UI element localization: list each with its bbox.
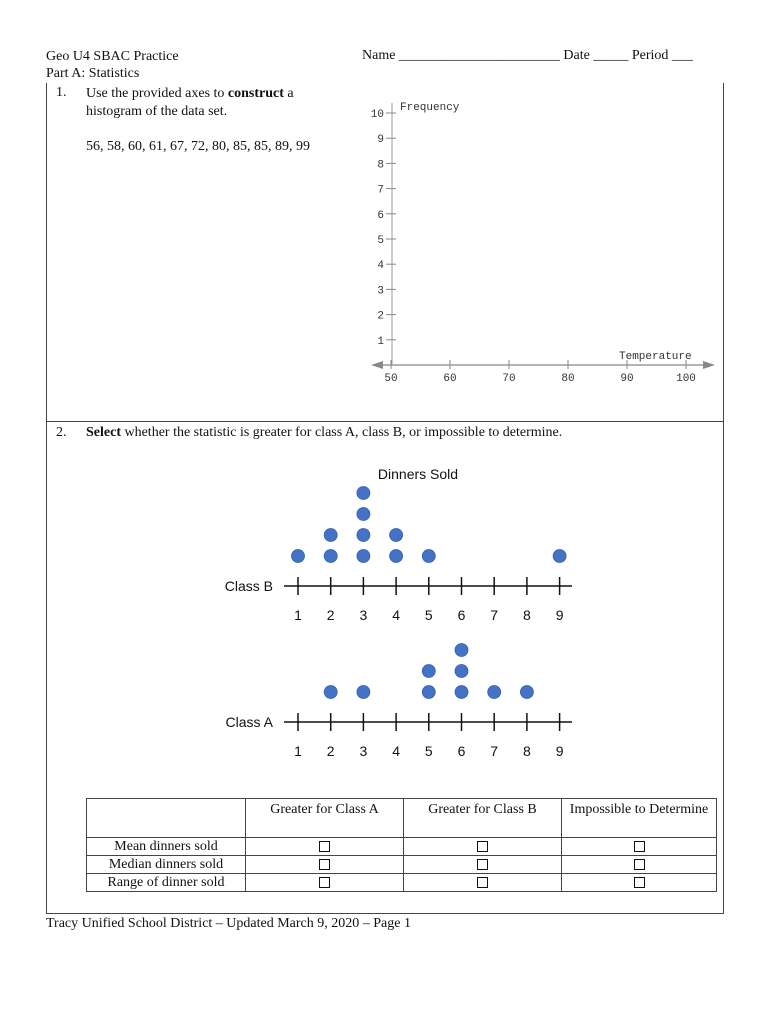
header-greater-class-b: Greater for Class B [404,799,562,838]
y-tick-label: 10 [370,109,384,121]
tick-label: 6 [457,743,466,759]
data-dot [357,529,370,542]
instruction-bold: construct [227,86,284,101]
data-dot [357,487,370,500]
checkbox-mean-class-b[interactable] [477,841,488,852]
footer: Tracy Unified School District – Updated March 9, 2020 – Page 1 [46,916,411,931]
data-dot [455,665,468,678]
question-2-instruction [86,425,562,441]
header-greater-class-a: Greater for Class A [246,799,404,838]
data-dot [488,686,501,699]
data-dot [390,550,403,563]
instruction-text: Use the provided axes to [86,86,228,101]
x-axis-label: Temperature [619,351,692,363]
tick-label: 1 [294,743,302,759]
y-tick-label: 5 [377,235,384,247]
y-tick-label: 3 [377,285,384,298]
dot-plot-class-a [226,644,572,760]
row-label-range: Range of dinner sold [87,874,246,892]
question-1-instruction [86,85,326,121]
y-tick-label: 7 [377,184,384,197]
x-tick-label: 70 [502,373,516,385]
y-axis-label: Frequency [400,102,460,114]
tick-label: 2 [326,607,335,623]
data-dot [357,508,370,521]
data-dot [553,550,566,563]
data-dot [455,644,468,657]
dinners-sold-dot-plot [47,452,723,792]
x-tick-label: 90 [620,373,634,385]
tick-label: 4 [392,607,400,623]
tick-label: 7 [490,607,499,623]
y-tick-label: 2 [377,310,384,323]
question-2-number: 2. [56,425,67,440]
dot-plot-title: Dinners Sold [377,466,459,482]
question-1-number: 1. [56,85,67,100]
series-label: Class A [225,714,273,730]
tick-label: 1 [294,607,302,623]
table-header-blank [87,799,246,838]
tick-label: 5 [424,743,433,759]
instruction-bold: Select [86,425,121,440]
data-dot [357,686,370,699]
y-tick-label: 6 [377,209,384,222]
instruction-text: a histogram of the data set. [86,86,294,119]
tick-label: 8 [523,743,531,759]
data-dot [455,686,468,699]
instruction-text: whether the statistic is greater for class A, class B, or impossible to determine. [120,425,563,440]
checkbox-range-impossible[interactable] [634,877,645,888]
x-axis-left-arrow [371,361,383,369]
data-dot [422,550,435,563]
tick-label: 5 [424,607,433,623]
tick-label: 3 [359,607,368,623]
y-tick-label: 1 [377,335,384,348]
tick-label: 9 [555,743,564,759]
table-row [87,838,717,856]
y-tick-label: 8 [377,159,384,172]
table-row [87,874,717,892]
table-header-row [87,799,717,838]
data-dot [324,550,337,563]
x-tick-label: 50 [384,373,398,385]
table-row [87,856,717,874]
tick-label: 6 [457,607,466,623]
tick-label: 7 [490,743,499,759]
histogram-axes[interactable] [357,83,723,393]
tick-label: 4 [392,743,400,759]
part-title: Part A: Statistics [46,66,140,81]
checkbox-mean-impossible[interactable] [634,841,645,852]
checkbox-mean-class-a[interactable] [319,841,330,852]
question-2-box [46,422,724,914]
checkbox-median-class-a[interactable] [319,859,330,870]
x-tick-label: 100 [676,373,696,385]
row-label-median: Median dinners sold [87,856,246,874]
data-set: 56, 58, 60, 61, 67, 72, 80, 85, 85, 89, 99 [86,139,310,154]
data-dot [422,665,435,678]
checkbox-median-impossible[interactable] [634,859,645,870]
header-impossible: Impossible to Determine [562,799,717,838]
selection-table [86,798,717,892]
dot-plot-class-b [225,487,572,624]
data-dot [357,550,370,563]
checkbox-median-class-b[interactable] [477,859,488,870]
question-1-box [46,83,724,422]
data-dot [324,686,337,699]
y-tick-label: 4 [377,260,384,273]
checkbox-range-class-a[interactable] [319,877,330,888]
series-label: Class B [224,578,273,594]
tick-label: 8 [523,607,531,623]
header-left [46,48,179,82]
data-dot [520,686,533,699]
x-tick-label: 80 [561,373,575,385]
tick-label: 9 [555,607,564,623]
tick-label: 2 [326,743,335,759]
data-dot [324,529,337,542]
doc-title: Geo U4 SBAC Practice [46,49,179,64]
data-dot [292,550,305,563]
row-label-mean: Mean dinners sold [87,838,246,856]
tick-label: 3 [359,743,368,759]
y-tick-label: 9 [377,134,384,147]
checkbox-range-class-b[interactable] [477,877,488,888]
x-tick-label: 60 [443,373,457,385]
x-axis-right-arrow [703,361,715,369]
data-dot [422,686,435,699]
name-date-period-line: Name _______________________ Date _____ Period ___ [362,48,693,63]
data-dot [390,529,403,542]
